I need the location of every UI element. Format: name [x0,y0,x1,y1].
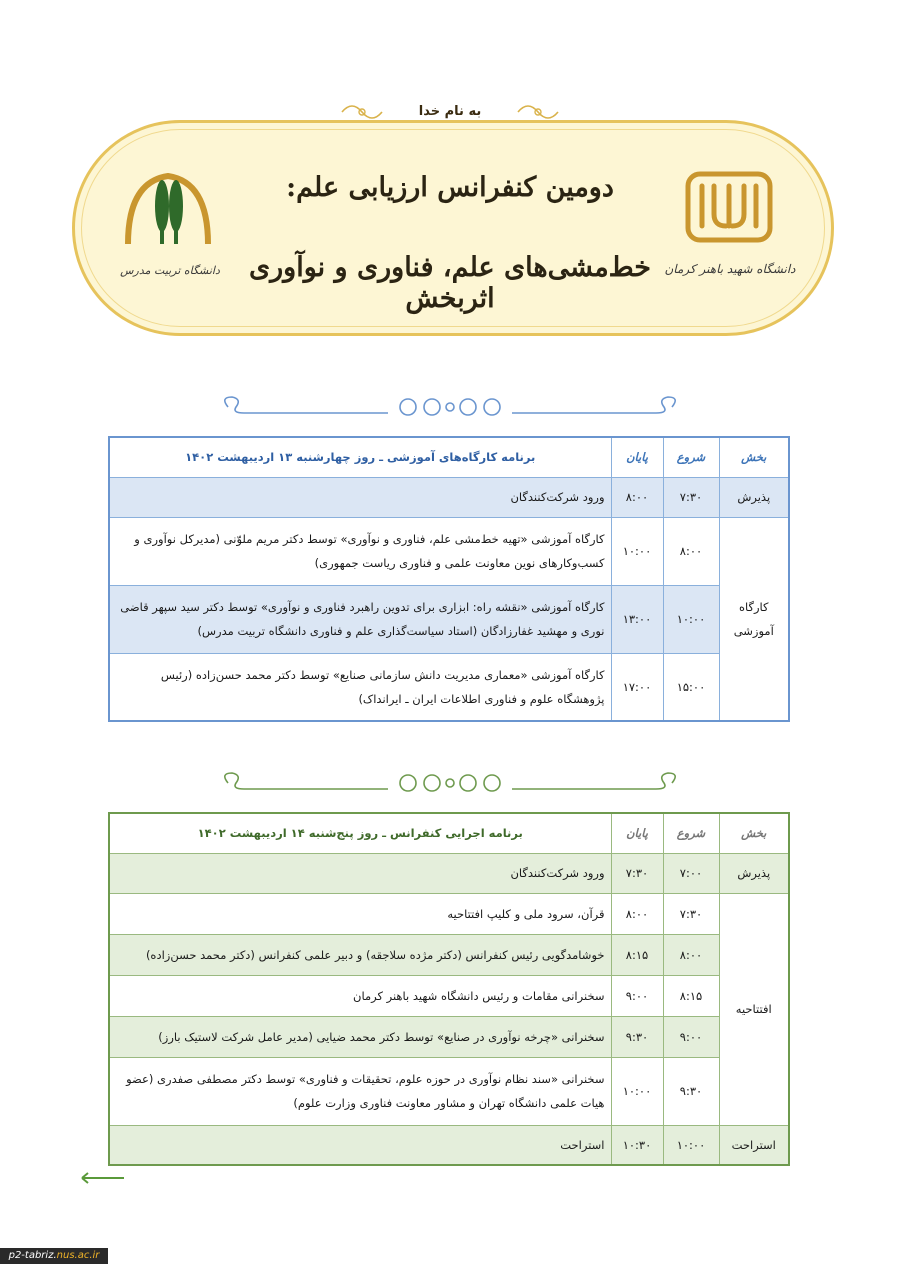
row-end: ۱۰:۰۰ [611,517,663,585]
row-start: ۷:۰۰ [663,853,719,893]
row-end: ۸:۱۵ [611,934,663,975]
table-row [109,1057,789,1125]
row-section: کارگاه آموزشی [719,517,789,721]
row-start: ۱۰:۰۰ [663,585,719,653]
conference-schedule-table [108,812,790,1166]
row-end: ۸:۰۰ [611,477,663,517]
table-row [109,653,789,721]
table-header-row [109,813,789,853]
back-arrow-icon[interactable] [78,1172,126,1184]
workshops-schedule-table [108,436,790,722]
kerman-university-logo-icon [684,170,774,244]
table-title: برنامه اجرایی کنفرانس ـ روز پنج‌شنبه ۱۴ اردیبهشت ۱۴۰۲ [109,813,611,853]
row-description: کارگاه آموزشی «تهیه خط‌مشی علم، فناوری و نوآوری» توسط دکتر مریم ملوّنی (مدیرکل نوآوری و کسب‌وکارهای نوین معاونت علمی و فناوری ریاست جمهوری) [109,517,611,585]
row-description: قرآن، سرود ملی و کلیپ افتتاحیه [109,893,611,934]
row-start: ۸:۱۵ [663,975,719,1016]
row-end: ۹:۰۰ [611,975,663,1016]
row-start: ۷:۳۰ [663,893,719,934]
site-domain: nus.ac.ir [56,1250,100,1261]
green-divider-ornament [218,770,682,796]
row-description: کارگاه آموزشی «نقشه راه: ابزاری برای تدوین راهبرد فناوری و نوآوری» توسط دکتر سید سپهر قاضی نوری و مهشید غفارزادگان (استاد سیاست‌گذاری علم و فناوری دانشگاه تربیت مدرس) [109,585,611,653]
row-section: پذیرش [719,477,789,517]
row-end: ۱۷:۰۰ [611,653,663,721]
row-start: ۸:۰۰ [663,517,719,585]
table-row [109,975,789,1016]
row-end: ۹:۳۰ [611,1016,663,1057]
table-row [109,934,789,975]
row-start: ۸:۰۰ [663,934,719,975]
table-row [109,1016,789,1057]
col-header-end: پایان [611,813,663,853]
table-row [109,477,789,517]
row-section: افتتاحیه [719,893,789,1125]
conference-subtitle: خط‌مشی‌های علم، فناوری و نوآوری اثربخش [248,252,651,314]
row-description: خوشامدگویی رئیس کنفرانس (دکتر مژده سلاجقه) و دبیر علمی کنفرانس (دکتر محمد حسن‌زاده) [109,934,611,975]
row-start: ۱۰:۰۰ [663,1125,719,1165]
site-prefix: p2-tabriz. [8,1250,57,1261]
blue-divider-ornament [218,394,682,420]
row-end: ۱۳:۰۰ [611,585,663,653]
row-section: پذیرش [719,853,789,893]
row-end: ۱۰:۳۰ [611,1125,663,1165]
row-start: ۹:۳۰ [663,1057,719,1125]
table-row [109,517,789,585]
table-header-row [109,437,789,477]
col-header-section: بخش [719,813,789,853]
row-end: ۱۰:۰۰ [611,1057,663,1125]
conference-title: دومین کنفرانس ارزیابی علم: [286,172,614,203]
kerman-university-name: دانشگاه شهید باهنر کرمان [664,262,796,276]
row-description: سخنرانی «چرخه نوآوری در صنایع» توسط دکتر محمد ضیایی (مدیر عامل شرکت لاستیک بارز) [109,1016,611,1057]
row-description: ورود شرکت‌کنندگان [109,853,611,893]
site-watermark [0,1248,108,1264]
table-row [109,585,789,653]
row-start: ۷:۳۰ [663,477,719,517]
row-end: ۷:۳۰ [611,853,663,893]
row-description: کارگاه آموزشی «معماری مدیریت دانش سازمانی صنایع» توسط دکتر محمد حسن‌زاده (رئیس پژوهشگاه علوم و فناوری اطلاعات ایران ـ ایرانداک) [109,653,611,721]
row-description: استراحت [109,1125,611,1165]
row-start: ۱۵:۰۰ [663,653,719,721]
table-title: برنامه کارگاه‌های آموزشی ـ روز چهارشنبه ۱۳ اردیبهشت ۱۴۰۲ [109,437,611,477]
col-header-end: پایان [611,437,663,477]
col-header-section: بخش [719,437,789,477]
bismillah-text: به نام خدا [418,104,482,119]
col-header-start: شروع [663,437,719,477]
row-description: سخنرانی مقامات و رئیس دانشگاه شهید باهنر کرمان [109,975,611,1016]
row-description: ورود شرکت‌کنندگان [109,477,611,517]
row-end: ۸:۰۰ [611,893,663,934]
modares-university-logo-icon [122,168,214,246]
col-header-start: شروع [663,813,719,853]
table-row [109,1125,789,1165]
row-section: استراحت [719,1125,789,1165]
table-row [109,853,789,893]
row-description: سخنرانی «سند نظام نوآوری در حوزه علوم، تحقیقات و فناوری» توسط دکتر مصطفی صفدری (عضو هیات علمی دانشگاه تهران و مشاور معاونت فناوری وزارت علوم) [109,1057,611,1125]
modares-university-name: دانشگاه تربیت مدرس [120,264,220,277]
table-row [109,893,789,934]
row-start: ۹:۰۰ [663,1016,719,1057]
